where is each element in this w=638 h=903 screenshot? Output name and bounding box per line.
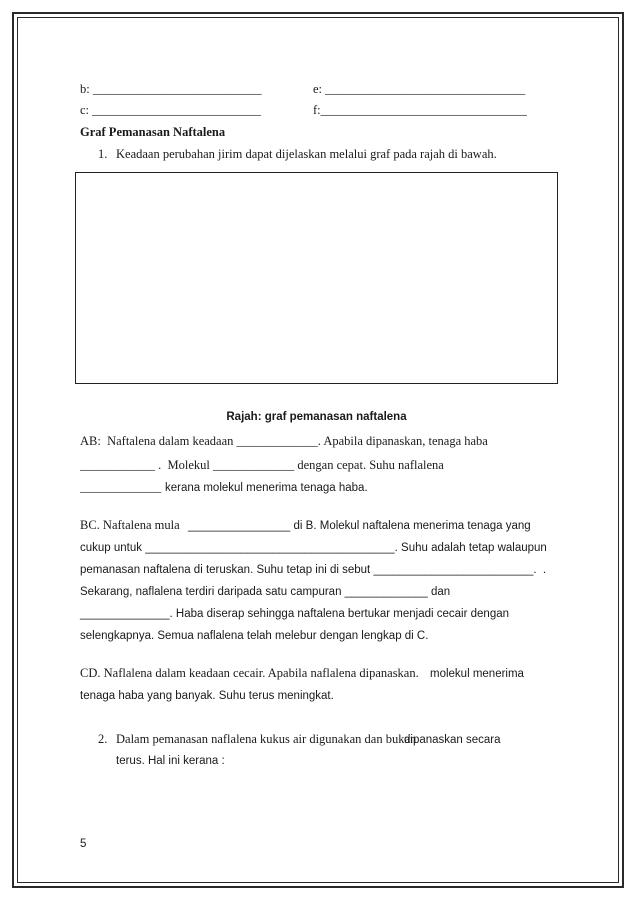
bc-line-5: ______________. Haba diserap sehingga naftalena bertukar menjadi cecair dengan: [80, 608, 510, 620]
q2-line-1a: Dalam pemanasan naflalena kukus air digunakan dan bukan: [116, 732, 420, 746]
bc-line-4: Sekarang, naflalena terdiri daripada satu campuran _____________ dan: [80, 586, 451, 598]
cd-line-1b: molekul menerima: [430, 668, 524, 680]
bc-line-2: cukup untuk _______________________________________. Suhu adalah tetap walaupun: [80, 542, 547, 554]
bc-line-1a: BC. Naftalena mula: [80, 518, 183, 532]
ab-line-3-blank: _____________: [80, 480, 162, 494]
bc-line-3: pemanasan naftalena di teruskan. Suhu tetap ini di sebut _________________________. .: [80, 564, 547, 576]
cd-line-1a: CD. Naflalena dalam keadaan cecair. Apabila naflalena dipanaskan.: [80, 666, 422, 680]
fill-in-e: e: ________________________________: [313, 82, 526, 96]
graph-placeholder-box: [75, 172, 558, 384]
fill-in-c: c: ___________________________: [80, 103, 261, 117]
fill-in-b: b: ___________________________: [80, 82, 262, 96]
ab-line-3-text: kerana molekul menerima tenaga haba.: [165, 482, 368, 494]
section-title: Graf Pemanasan Naftalena: [80, 125, 226, 139]
cd-line-2: tenaga haba yang banyak. Suhu terus meningkat.: [80, 690, 334, 702]
page-number: 5: [80, 838, 87, 850]
q1-number: 1.: [98, 147, 108, 161]
q2-line-2: terus. Hal ini kerana :: [116, 755, 225, 767]
q1-text: Keadaan perubahan jirim dapat dijelaskan melalui graf pada rajah di bawah.: [116, 147, 497, 161]
figure-caption: Rajah: graf pemanasan naftalena: [226, 411, 407, 423]
q2-number: 2.: [98, 732, 108, 746]
q2-line-1b: dipanaskan secara: [404, 734, 501, 746]
ab-line-1: AB: Naftalena dalam keadaan _____________. Apabila dipanaskan, tenaga haba: [80, 434, 488, 448]
bc-line-6: selengkapnya. Semua naflalena telah melebur dengan lengkap di C.: [80, 630, 429, 642]
bc-line-1b: ________________ di B. Molekul naftalena menerima tenaga yang: [188, 520, 531, 532]
fill-in-f: f:_________________________________: [313, 103, 527, 117]
ab-line-2: ____________ . Molekul _____________ dengan cepat. Suhu naflalena: [80, 458, 444, 472]
